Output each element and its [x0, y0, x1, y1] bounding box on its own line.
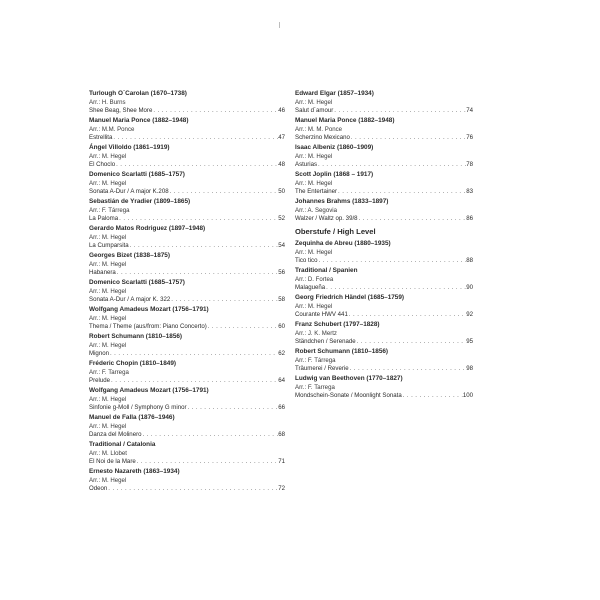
piece-title: Sonata A-Dur / A major K. 322 — [89, 295, 171, 303]
piece-title: La Paloma — [89, 214, 119, 222]
title-line — [89, 296, 285, 304]
page-number: 48 — [278, 160, 285, 168]
leader-dots — [115, 161, 278, 169]
toc-right-column — [295, 90, 473, 402]
page-number: 46 — [278, 106, 285, 114]
leader-dots — [169, 188, 279, 196]
composer-name: Edward Elgar (1857–1934) — [295, 90, 374, 97]
page-number: 47 — [278, 133, 285, 141]
composer-name: Isaac Albeniz (1860–1909) — [295, 144, 374, 151]
section-title: Oberstufe / High Level — [295, 227, 376, 236]
arranger: Arr.: H. Burns — [89, 98, 126, 106]
title-line — [295, 284, 473, 292]
page-number: 58 — [278, 295, 285, 303]
leader-dots — [358, 215, 467, 223]
composer-name: Zequinha de Abreu (1880–1935) — [295, 240, 391, 247]
leader-dots — [325, 284, 466, 292]
composer-name: Georges Bizet (1838–1875) — [89, 252, 170, 259]
leader-dots — [350, 134, 466, 142]
piece-title: Mignon — [89, 349, 109, 357]
arranger: Arr.: F. Tárrega — [89, 206, 130, 214]
arranger: Arr.: D. Fortea — [295, 275, 334, 283]
title-line — [295, 392, 473, 400]
leader-dots — [348, 311, 466, 319]
leader-dots — [207, 323, 278, 331]
page-number: 90 — [466, 283, 473, 291]
composer-name: Manuel de Falla (1876–1946) — [89, 414, 175, 421]
title-line — [89, 350, 285, 358]
title-line — [295, 107, 473, 115]
leader-dots — [187, 404, 279, 412]
toc-entry — [89, 387, 285, 412]
arranger: Arr.: M. Hegel — [89, 476, 127, 484]
arranger: Arr.: F. Tárrega — [295, 356, 336, 364]
toc-entry — [89, 144, 285, 169]
piece-title: Mondschein-Sonate / Moonlight Sonata — [295, 391, 402, 399]
piece-title: Courante HWV 441 — [295, 310, 348, 318]
title-line — [89, 485, 285, 493]
leader-dots — [402, 392, 463, 400]
page-number: 60 — [278, 322, 285, 330]
piece-title: El Noi de la Mare — [89, 457, 136, 465]
leader-dots — [317, 161, 466, 169]
title-line — [295, 257, 473, 265]
toc-entry — [295, 267, 473, 292]
title-line — [89, 188, 285, 196]
arranger: Arr.: M.M. Ponce — [89, 125, 135, 133]
piece-title: Habanera — [89, 268, 116, 276]
piece-title: Sinfonie g-Moll / Symphony G minor — [89, 403, 187, 411]
page-number: 54 — [278, 241, 285, 249]
page-number: 52 — [278, 214, 285, 222]
page-number: 95 — [466, 337, 473, 345]
arranger: Arr.: M. Hegel — [89, 287, 127, 295]
piece-title: Danza del Molinero — [89, 430, 142, 438]
piece-title: Estrellita — [89, 133, 113, 141]
composer-name: Traditional / Spanien — [295, 267, 358, 274]
title-line — [89, 161, 285, 169]
piece-title: Ständchen / Serenade — [295, 337, 356, 345]
toc-entry — [89, 279, 285, 304]
composer-name: Domenico Scarlatti (1685–1757) — [89, 171, 185, 178]
title-line — [295, 188, 473, 196]
composer-name: Johannes Brahms (1833–1897) — [295, 198, 389, 205]
leader-dots — [349, 365, 467, 373]
arranger: Arr.: M. Hegel — [89, 260, 127, 268]
title-line — [295, 134, 473, 142]
arranger: Arr.: M. Hegel — [295, 179, 333, 187]
title-line — [89, 134, 285, 142]
leader-dots — [170, 296, 278, 304]
leader-dots — [317, 257, 466, 265]
toc-entry — [89, 90, 285, 115]
leader-dots — [142, 431, 279, 439]
toc-entry — [89, 225, 285, 250]
leader-dots — [110, 377, 278, 385]
composer-name: Gerardo Matos Rodriguez (1897–1948) — [89, 225, 206, 232]
page-crop-mark — [279, 22, 280, 28]
piece-title: Scherzino Mexicano — [295, 133, 350, 141]
title-line — [89, 404, 285, 412]
piece-title: El Choclo — [89, 160, 116, 168]
title-line — [89, 377, 285, 385]
arranger: Arr.: A. Segovia — [295, 206, 338, 214]
page-number: 78 — [466, 160, 473, 168]
page-number: 98 — [466, 364, 473, 372]
arranger: Arr.: M. Hegel — [89, 422, 127, 430]
leader-dots — [333, 107, 466, 115]
composer-name: Ludwig van Beethoven (1770–1827) — [295, 375, 403, 382]
piece-title: Träumerei / Reverie — [295, 364, 349, 372]
composer-name: Manuel Maria Ponce (1882–1948) — [295, 117, 395, 124]
toc-entry — [295, 294, 473, 319]
leader-dots — [337, 188, 466, 196]
toc-entry — [89, 441, 285, 466]
title-line — [89, 458, 285, 466]
page-number: 92 — [466, 310, 473, 318]
title-line — [89, 107, 285, 115]
composer-name: Wolfgang Amadeus Mozart (1756–1791) — [89, 306, 209, 313]
page-number: 64 — [278, 376, 285, 384]
page-number: 88 — [466, 256, 473, 264]
composer-name: Scott Joplin (1868 – 1917) — [295, 171, 374, 178]
title-line — [89, 242, 285, 250]
page-number: 66 — [278, 403, 285, 411]
page-number: 56 — [278, 268, 285, 276]
arranger: Arr.: M. Hegel — [89, 233, 127, 241]
composer-name: Fréderic Chopin (1810–1849) — [89, 360, 177, 367]
leader-dots — [356, 338, 467, 346]
toc-entry — [89, 198, 285, 223]
arranger: Arr.: M. Llobet — [89, 449, 127, 457]
toc-entry — [295, 375, 473, 400]
composer-name: Ángel Villoldo (1861–1919) — [89, 144, 170, 151]
page-number: 86 — [466, 214, 473, 222]
arranger: Arr.: J. K. Mertz — [295, 329, 337, 337]
piece-title: Shee Beag, Shee More — [89, 106, 153, 114]
title-line — [295, 311, 473, 319]
toc-entry — [295, 117, 473, 142]
toc-entry — [89, 117, 285, 142]
title-line — [89, 431, 285, 439]
toc-entry — [295, 90, 473, 115]
leader-dots — [129, 242, 279, 250]
arranger: Arr.: M. Hegel — [89, 179, 127, 187]
toc-entry — [295, 198, 473, 223]
piece-title: Prelude — [89, 376, 111, 384]
leader-dots — [109, 350, 278, 358]
title-line — [89, 323, 285, 331]
arranger: Arr.: F. Tarrega — [89, 368, 129, 376]
composer-name: Georg Friedrich Händel (1685–1759) — [295, 294, 405, 301]
page-number: 76 — [466, 133, 473, 141]
arranger: Arr.: M. Hegel — [89, 152, 127, 160]
title-line — [295, 161, 473, 169]
toc-entry — [89, 468, 285, 493]
title-line — [89, 215, 285, 223]
title-line — [295, 365, 473, 373]
composer-name: Franz Schubert (1797–1828) — [295, 321, 380, 328]
composer-name: Traditional / Catalonia — [89, 441, 156, 448]
toc-entry — [295, 144, 473, 169]
page-number: 50 — [278, 187, 285, 195]
toc-entry — [295, 240, 473, 265]
arranger: Arr.: M. Hegel — [295, 302, 333, 310]
leader-dots — [112, 134, 278, 142]
composer-name: Manuel Maria Ponce (1882–1948) — [89, 117, 189, 124]
page-number: 68 — [278, 430, 285, 438]
toc-entry — [295, 321, 473, 346]
arranger: Arr.: M. Hegel — [89, 314, 127, 322]
arranger: Arr.: M. Hegel — [295, 98, 333, 106]
page-number: 83 — [466, 187, 473, 195]
toc-entry — [89, 333, 285, 358]
piece-title: Salut d´amour — [295, 106, 334, 114]
piece-title: Odeon — [89, 484, 108, 492]
composer-name: Robert Schumann (1810–1856) — [89, 333, 183, 340]
toc-entry — [89, 360, 285, 385]
leader-dots — [136, 458, 278, 466]
arranger: Arr.: M. Hegel — [295, 248, 333, 256]
piece-title: La Cumparsita — [89, 241, 129, 249]
arranger: Arr.: M. Hegel — [89, 341, 127, 349]
title-line — [89, 269, 285, 277]
page-number: 100 — [462, 391, 473, 399]
toc-entry — [89, 171, 285, 196]
leader-dots — [118, 215, 278, 223]
toc-entry — [89, 414, 285, 439]
title-line — [295, 215, 473, 223]
toc-entry — [89, 252, 285, 277]
toc-entry — [89, 306, 285, 331]
title-line — [295, 338, 473, 346]
piece-title: Sonata A-Dur / A major K.208 — [89, 187, 169, 195]
arranger: Arr.: M. M. Ponce — [295, 125, 343, 133]
page-number: 72 — [278, 484, 285, 492]
page-number: 71 — [278, 457, 285, 465]
composer-name: Sebastián de Yradier (1809–1865) — [89, 198, 191, 205]
toc-entry — [295, 171, 473, 196]
piece-title: Walzer / Waltz op. 39/8 — [295, 214, 358, 222]
piece-title: Tico tico — [295, 256, 318, 264]
leader-dots — [107, 485, 278, 493]
leader-dots — [152, 107, 278, 115]
toc-left-column — [89, 90, 285, 495]
page-number: 74 — [466, 106, 473, 114]
composer-name: Turlough O´Carolan (1670–1738) — [89, 90, 187, 97]
toc-entry — [295, 348, 473, 373]
piece-title: Asturias — [295, 160, 318, 168]
arranger: Arr.: F. Tarrega — [295, 383, 335, 391]
composer-name: Ernesto Nazareth (1863–1934) — [89, 468, 180, 475]
piece-title: The Entertainer — [295, 187, 338, 195]
composer-name: Domenico Scarlatti (1685–1757) — [89, 279, 185, 286]
arranger: Arr.: M. Hegel — [89, 395, 127, 403]
piece-title: Malagueña — [295, 283, 326, 291]
composer-name: Wolfgang Amadeus Mozart (1756–1791) — [89, 387, 209, 394]
arranger: Arr.: M. Hegel — [295, 152, 333, 160]
leader-dots — [116, 269, 278, 277]
composer-name: Robert Schumann (1810–1856) — [295, 348, 389, 355]
page-number: 62 — [278, 349, 285, 357]
piece-title: Thema / Theme (aus/from: Piano Concerto) — [89, 322, 207, 330]
